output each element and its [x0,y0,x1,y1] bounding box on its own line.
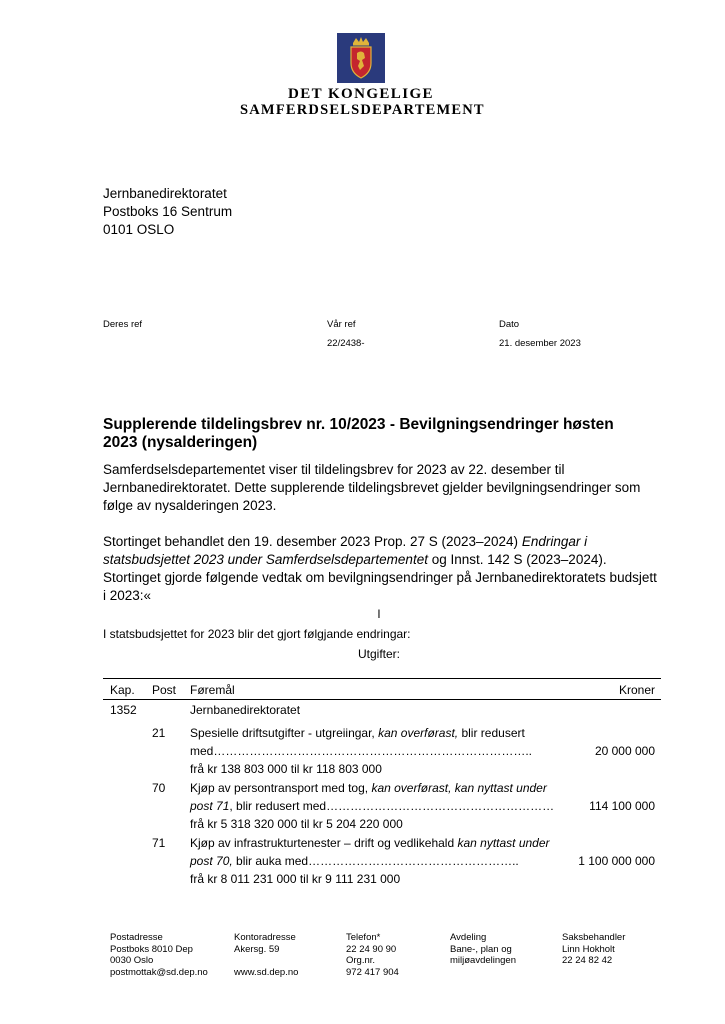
table-kap-formal: Jernbanedirektoratet [190,703,301,717]
p2-line1-text: Stortinget behandlet den 19. desember 2023 Prop. 27 S (2023–2024) [103,534,522,549]
footer-saksbehandler: Saksbehandler Linn Hokholt 22 24 82 42 [562,932,626,966]
p1-line3: følge av nysalderingen 2023. [103,498,277,513]
p2-line4: i 2023:« [103,588,152,603]
vedtak-roman-numeral: I [377,609,381,621]
recipient-address1: Postboks 16 Sentrum [103,204,233,219]
table-row-post: 71 [152,836,166,850]
deres-ref-label: Deres ref [103,319,143,330]
dato-value: 21. desember 2023 [499,338,581,349]
table-row-post: 21 [152,726,166,740]
p2-line1-italic: Endringar i [521,534,588,549]
footer-postadresse: Postadresse Postboks 8010 Dep 0030 Oslo postmottak@sd.dep.no [110,932,208,978]
ministry-name-line2: SAMFERDSELSDEPARTEMENT [240,102,485,118]
footer-avdeling: Avdeling Bane-, plan og miljøavdelingen [450,932,517,966]
royal-crest-logo [337,33,385,83]
footer-kontoradresse: Kontoradresse Akersg. 59 www.sd.dep.no [234,932,299,978]
var-ref-value: 22/2438- [327,338,365,349]
p2-line2-text: og Innst. 142 S (2023–2024). [427,552,607,567]
table-kap-number: 1352 [110,703,137,717]
table-row-line1: Kjøp av infrastrukturtenester – drift og vedlikehald kan nyttast under [190,836,550,850]
table-row-line2: med…………………………………………………………………….. [190,744,533,758]
p2-line2 [103,551,663,569]
table-row-line3: frå kr 5 318 320 000 til kr 5 204 220 000 [190,817,403,831]
p2-line1 [103,533,663,551]
table-row-line1: Kjøp av persontransport med tog, kan overførast, kan nyttast under [190,781,547,795]
table-header-kap: Kap. [110,683,135,697]
p1-line1: Samferdselsdepartementet viser til tildelingsbrev for 2023 av 22. desember til [103,462,565,477]
var-ref-label: Vår ref [327,319,356,330]
table-row-kroner: 114 100 000 [589,799,655,813]
subject-line2: 2023 (nysalderingen) [103,434,258,451]
table-row-line2: post 70, blir auka med…………………………………………….. [190,854,519,868]
p2-line2-italic: statsbudsjettet 2023 under Samferdselsdepartementet [103,552,428,567]
ministry-name-line1: DET KONGELIGE [288,86,434,102]
table-header-formal: Føremål [190,683,235,697]
table-row-line3: frå kr 138 803 000 til kr 118 803 000 [190,762,382,776]
table-row-line1: Spesielle driftsutgifter - utgreiingar, kan overførast, blir redusert [190,726,525,740]
paragraph-2 [103,533,663,605]
table-row-kroner: 1 100 000 000 [578,854,655,868]
subject-heading [103,416,663,452]
recipient-address2: 0101 OSLO [103,222,175,237]
table-row-line3: frå kr 8 011 231 000 til kr 9 111 231 000 [190,872,401,886]
dato-label: Dato [499,319,520,330]
table-row-line2: post 71, blir redusert med………………………………………………… [190,799,555,813]
table-row-kroner: 20 000 000 [594,744,655,758]
subject-line1: Supplerende tildelingsbrev nr. 10/2023 - Bevilgningsendringer høsten [103,416,614,433]
table-top-rule [103,678,661,679]
table-header-kroner: Kroner [618,683,655,697]
vedtak-heading-utgifter: Utgifter: [357,647,400,661]
p1-line2: Jernbanedirektoratet. Dette supplerende tildelingsbrevet gjelder bevilgningsendringer som [103,480,641,495]
table-header-post: Post [152,683,177,697]
table-row-post: 70 [152,781,166,795]
footer-telefon: Telefon* 22 24 90 90 Org.nr. 972 417 904 [346,932,399,978]
paragraph-1 [103,461,663,515]
vedtak-intro: I statsbudsjettet for 2023 blir det gjort følgjande endringar: [103,627,411,641]
p2-line3: Stortinget gjorde følgende vedtak om bevilgningsendringer på Jernbanedirektoratets budsjett [103,570,657,585]
table-header-rule [103,699,661,700]
recipient-name: Jernbanedirektoratet [103,186,227,201]
